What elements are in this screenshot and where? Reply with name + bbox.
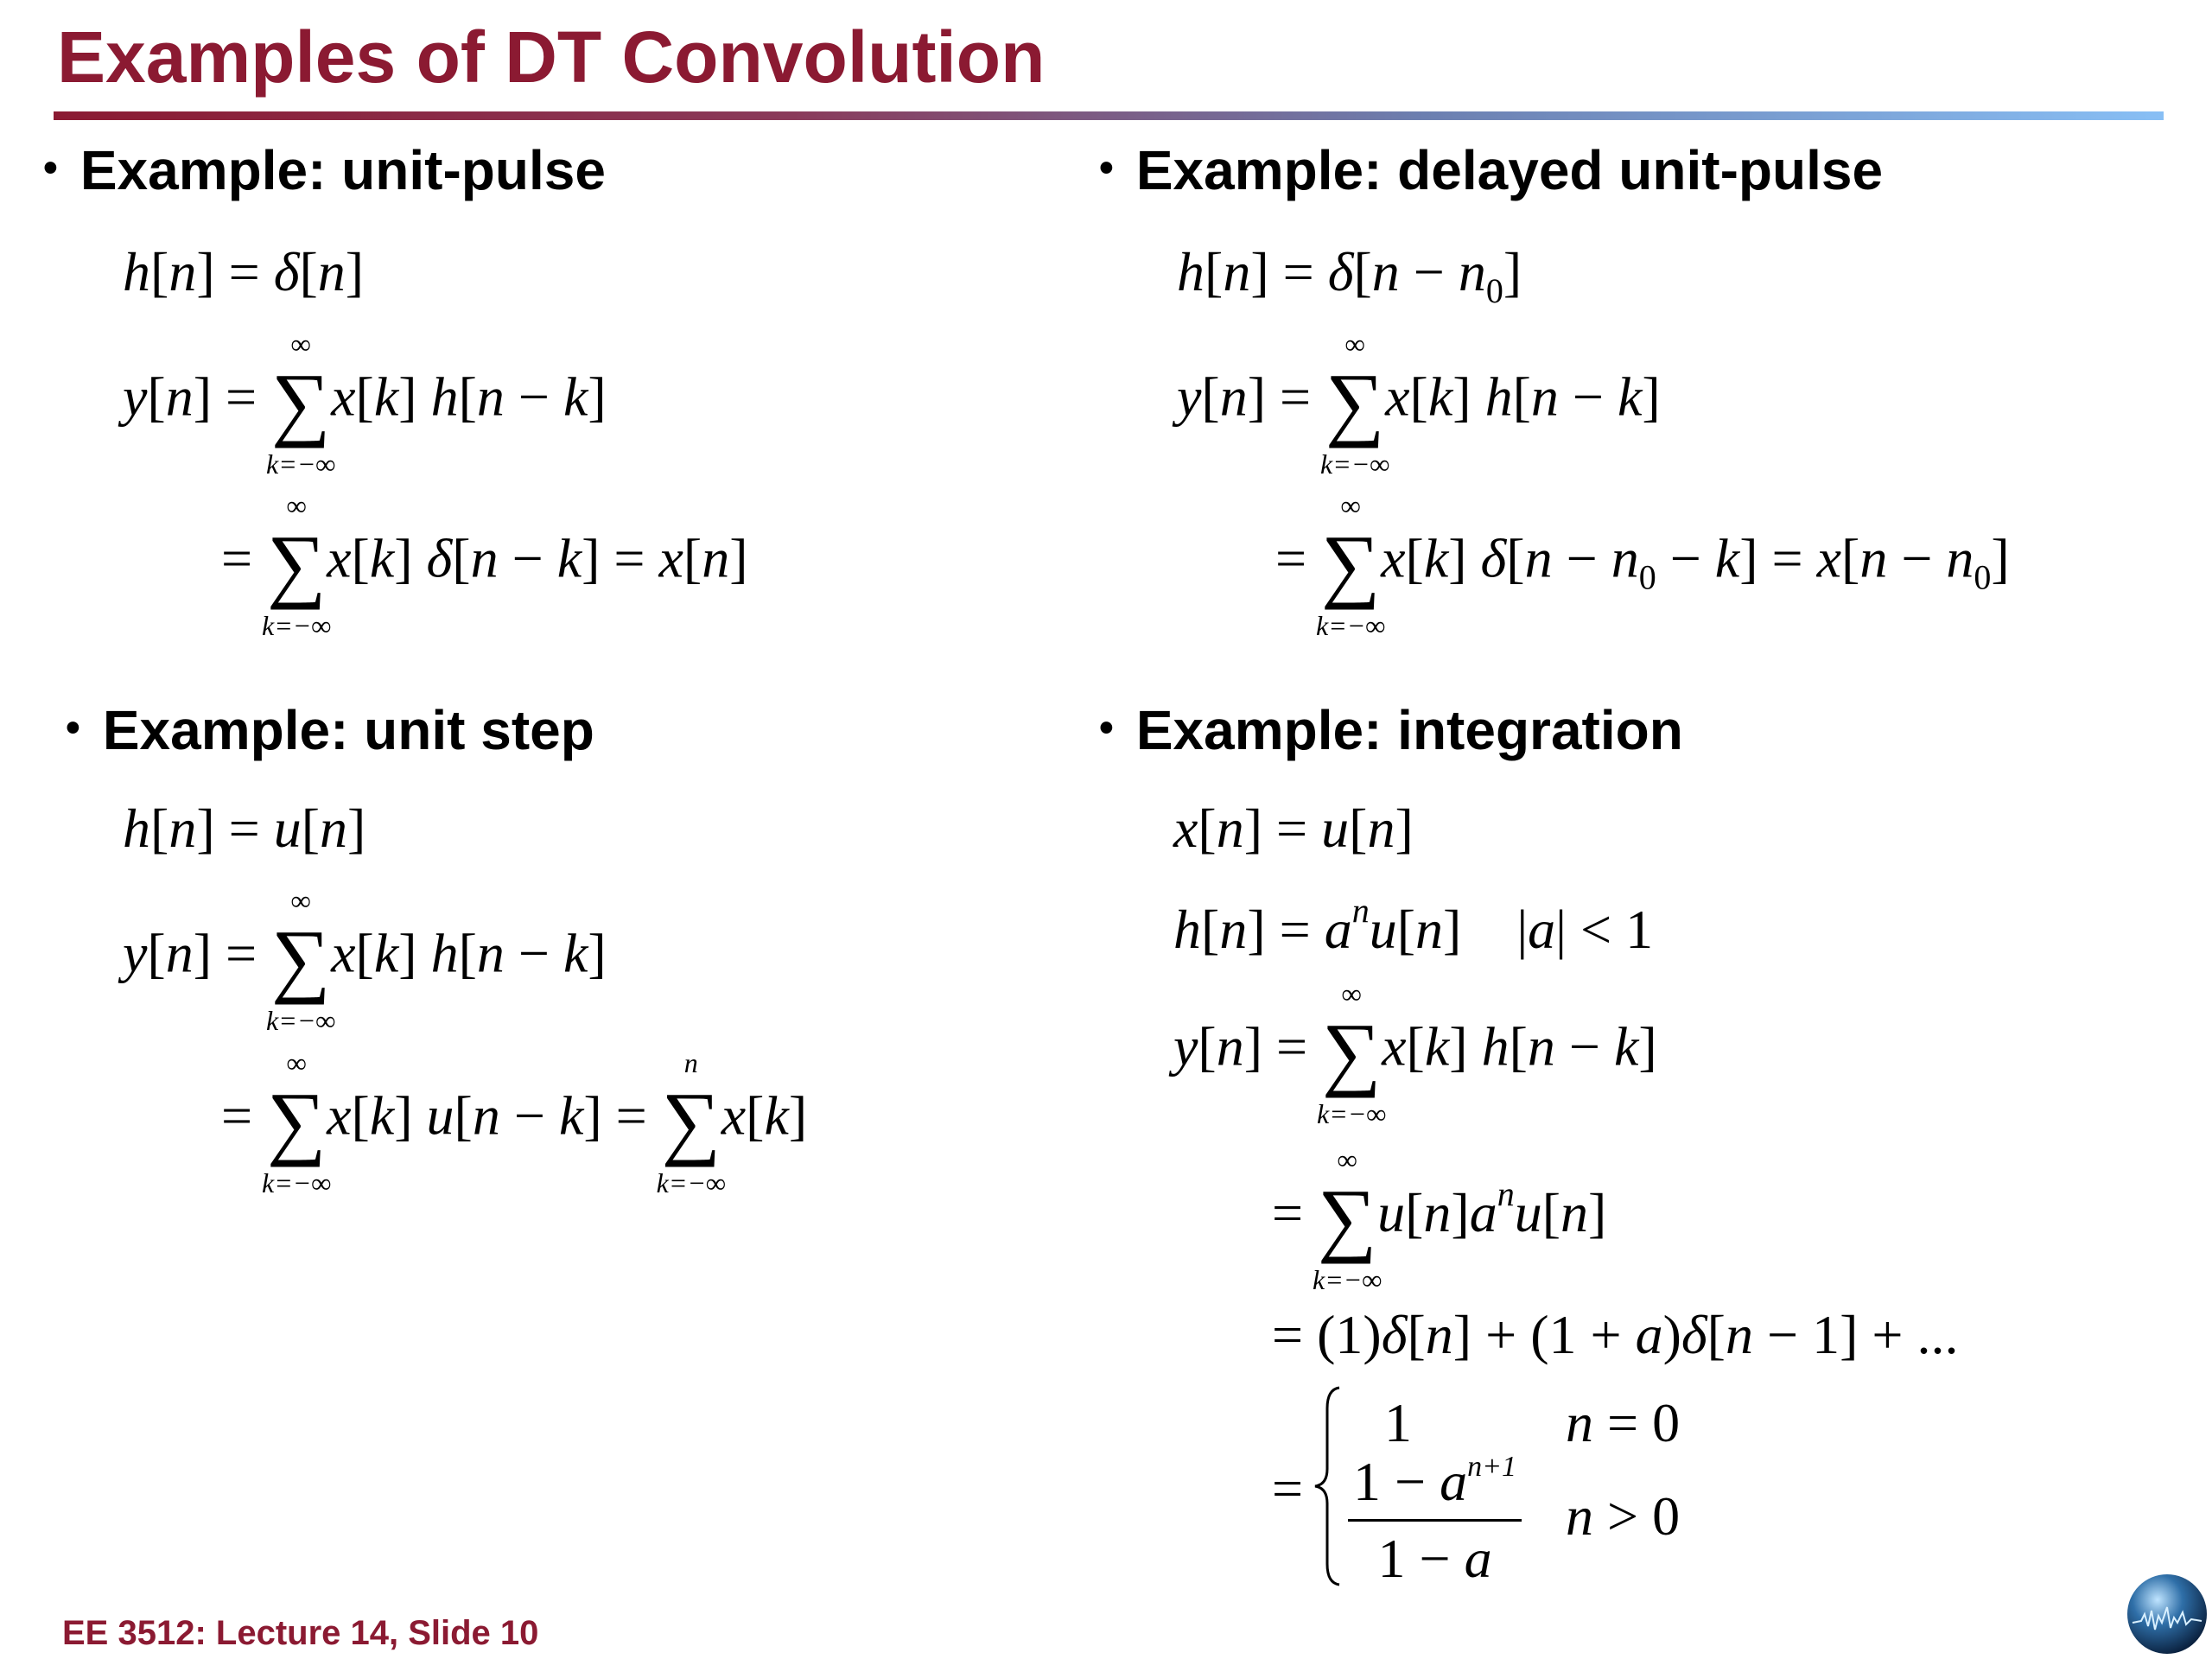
equation-integration-x: x[n] = u[n]: [1173, 798, 1414, 859]
title-divider: [54, 111, 2164, 120]
heading-delayed-unit-pulse: [1099, 138, 1883, 202]
equation-step-y: y[n] = ∞ ∑ k=−∞ x[k] h[n − k]: [123, 885, 607, 1036]
heading-delayed-unit-pulse-text: Example: delayed unit-pulse: [1135, 139, 1884, 201]
equation-step-result: = ∞ ∑ k=−∞ x[k] u[n − k] = n ∑ k=−∞ x[k]: [221, 1047, 808, 1198]
heading-integration-text: Example: integration: [1135, 699, 1683, 761]
heading-unit-step-text: Example: unit step: [102, 699, 594, 761]
equation-delayed-result: = ∞ ∑ k=−∞ x[k] $\delta[n - n_0 - k] = x[n - n_0]$: [1275, 490, 2010, 641]
bullet-glyph: •: [66, 704, 80, 751]
equation-integration-expand: = (1)δ[n] + (1 + a)δ[n − 1] + ...: [1272, 1304, 1959, 1365]
equation-unit-pulse-h: h[n] = δ[n]: [123, 241, 365, 302]
bullet-glyph: •: [43, 144, 58, 191]
fraction: $1 - a^{n+1}$ 1 − a: [1348, 1450, 1522, 1591]
slide-title: Examples of DT Convolution: [57, 16, 1046, 98]
equation-integration-y: y[n] = ∞ ∑ k=−∞ x[k] h[n − k]: [1173, 978, 1657, 1129]
equation-delayed-h: $h[n] = \delta[n - n_0]$: [1177, 241, 1522, 310]
globe-logo-icon: [2126, 1573, 2209, 1656]
equation-step-h: h[n] = u[n]: [123, 798, 366, 859]
equation-unit-pulse-result: = ∞ ∑ k=−∞ x[k] δ[n − k] = x[n]: [221, 490, 748, 641]
heading-unit-step: [66, 698, 594, 762]
equation-delayed-y: y[n] = ∞ ∑ k=−∞ x[k] h[n − k]: [1177, 328, 1661, 480]
equation-unit-pulse-y: y[n] = ∞ ∑ k=−∞ x[k] h[n − k]: [123, 328, 607, 480]
brace-icon: [1310, 1382, 1344, 1590]
heading-unit-pulse-text: Example: unit-pulse: [79, 139, 606, 201]
bullet-glyph: •: [1099, 704, 1114, 751]
heading-integration: [1099, 698, 1683, 762]
equation-integration-sum: = ∞ ∑ k=−∞ $u[n]a^nu[n]$: [1272, 1144, 1607, 1296]
equation-integration-h: $h[n] = a^nu[n]$ |a| < 1: [1173, 891, 1654, 960]
heading-unit-pulse: [43, 138, 606, 202]
bullet-glyph: •: [1099, 144, 1114, 191]
slide-footer: EE 3512: Lecture 14, Slide 10: [62, 1614, 539, 1652]
